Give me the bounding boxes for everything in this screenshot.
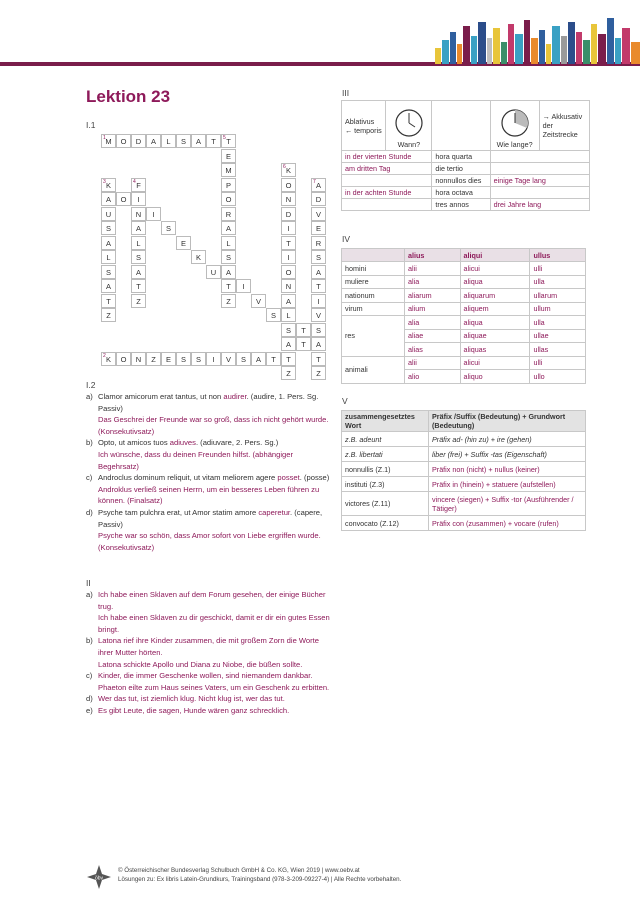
crossword-cell: E bbox=[221, 149, 236, 163]
crossword-cell: I bbox=[281, 250, 296, 264]
crossword-cell: Z bbox=[221, 294, 236, 308]
crossword-cell: A bbox=[221, 265, 236, 279]
footer bbox=[118, 866, 401, 884]
latin-hint: . (adiuvare, 2. Pers. Sg.) bbox=[195, 438, 279, 448]
german-time: in der vierten Stunde bbox=[342, 151, 432, 163]
pronoun-table bbox=[341, 248, 586, 384]
crossword-cell: A bbox=[101, 236, 116, 250]
latin-time: hora quarta bbox=[432, 151, 490, 163]
crossword-cell: T bbox=[296, 323, 311, 337]
crossword-cell: E bbox=[176, 236, 191, 250]
crossword-cell: O bbox=[116, 192, 131, 206]
crossword-cell: E bbox=[161, 352, 176, 366]
item-label: a) bbox=[86, 392, 93, 401]
clock-duration-icon bbox=[500, 108, 530, 138]
section-i2-label: I.2 bbox=[86, 380, 96, 390]
word-formation-table bbox=[341, 410, 586, 531]
answer-verb: caperetur bbox=[258, 507, 291, 517]
crossword-cell: I bbox=[236, 279, 251, 293]
ii-block bbox=[86, 589, 331, 717]
footer-solutions: Lösungen zu: Ex libris Latein-Grundkurs, Trainingsband (978-3-209-09227-4) | Alle Rechte vorbehalten. bbox=[118, 876, 402, 883]
cell: ulli bbox=[530, 356, 586, 370]
crossword-cell: N bbox=[131, 352, 146, 366]
crossword-cell: Z bbox=[146, 352, 161, 366]
crossword-cell: 5 T bbox=[221, 134, 236, 148]
crossword-cell: S bbox=[236, 352, 251, 366]
crossword-cell: N bbox=[281, 192, 296, 206]
crossword-cell: T bbox=[281, 352, 296, 366]
cell: alicui bbox=[460, 262, 530, 276]
crossword-cell: U bbox=[101, 207, 116, 221]
crossword-cell: S bbox=[281, 323, 296, 337]
crossword-cell: V bbox=[311, 207, 326, 221]
crossword-cell: T bbox=[131, 279, 146, 293]
word: z.B. libertati bbox=[342, 447, 429, 462]
german-duration bbox=[490, 187, 589, 199]
german-translation: Ich wünsche, dass du deinen Freunden hilfst. (abhängiger Begehrsatz) bbox=[98, 449, 294, 471]
german-duration bbox=[490, 151, 589, 163]
header-ullus: ullus bbox=[530, 249, 586, 262]
i2-item-c bbox=[86, 472, 331, 507]
wann-label: Wann? bbox=[397, 140, 421, 149]
cell: aliquae bbox=[460, 329, 530, 343]
section-iii-label: III bbox=[342, 88, 350, 98]
item-label: e) bbox=[86, 705, 93, 715]
crossword-cell: V bbox=[221, 352, 236, 366]
cell: aliquo bbox=[460, 370, 530, 384]
crossword-cell: R bbox=[221, 207, 236, 221]
section-iv-label: IV bbox=[342, 234, 351, 244]
cell: alias bbox=[405, 343, 461, 357]
crossword-cell: D bbox=[281, 207, 296, 221]
cell: alio bbox=[405, 370, 461, 384]
crossword-cell: S bbox=[266, 308, 281, 322]
crossword-cell: 2 K bbox=[101, 352, 116, 366]
crossword-cell: A bbox=[221, 221, 236, 235]
cell: alicui bbox=[460, 356, 530, 370]
crossword-cell: U bbox=[206, 265, 221, 279]
latin-text: Androclus dominum reliquit, ut vitam meliorem agere bbox=[98, 473, 278, 483]
row-label: homini bbox=[342, 262, 405, 276]
header-empty bbox=[342, 249, 405, 262]
crossword-cell: A bbox=[101, 192, 116, 206]
crossword-cell: L bbox=[221, 236, 236, 250]
ii-answer: Ich habe einen Sklaven auf dem Forum gesehen, der einige Bücher trug. bbox=[98, 590, 326, 611]
wie-lange-label: Wie lange? bbox=[496, 140, 533, 149]
latin-text: Psyche tam pulchra erat, ut Amor statim amore bbox=[98, 507, 259, 517]
cell: ullarum bbox=[530, 289, 586, 303]
crossword-cell: T bbox=[221, 279, 236, 293]
crossword-cell: A bbox=[251, 352, 266, 366]
cell: aliae bbox=[405, 329, 461, 343]
latin-time: hora octava bbox=[432, 187, 490, 199]
crossword-cell: A bbox=[131, 265, 146, 279]
cell: ullae bbox=[530, 329, 586, 343]
crossword-cell: N bbox=[281, 279, 296, 293]
item-label: d) bbox=[86, 694, 93, 704]
header-aliqui: aliqui bbox=[460, 249, 530, 262]
cell: alia bbox=[405, 316, 461, 330]
section-v-label: V bbox=[342, 396, 348, 406]
german-translation: Psyche war so schön, dass Amor sofort von Liebe ergriffen wurde. (Konsekutivsatz) bbox=[98, 531, 321, 552]
formation: liber (frei) + Suffix -tas (Eigenschaft) bbox=[429, 447, 586, 462]
formation: Präfix con (zusammen) + vocare (rufen) bbox=[429, 516, 586, 531]
ii-item-d bbox=[86, 693, 331, 705]
latin-time: tres annos bbox=[432, 199, 490, 211]
crossword-cell: R bbox=[311, 236, 326, 250]
answer-verb: adiuves bbox=[169, 438, 196, 448]
books-illustration bbox=[420, 18, 640, 64]
cell: ulli bbox=[530, 262, 586, 276]
header-alius: alius bbox=[405, 249, 461, 262]
crossword-cell: L bbox=[101, 250, 116, 264]
i2-item-a bbox=[86, 391, 331, 437]
row-label: muliere bbox=[342, 275, 405, 289]
ii-answer: Es gibt Leute, die sagen, Hunde wären ganz schrecklich. bbox=[98, 705, 290, 715]
item-label: a) bbox=[86, 590, 93, 599]
i2-item-b bbox=[86, 437, 331, 472]
formation: Präfix non (nicht) + nullus (keiner) bbox=[429, 462, 586, 477]
german-time bbox=[342, 175, 432, 187]
item-label: c) bbox=[86, 473, 93, 483]
item-label: b) bbox=[86, 438, 93, 448]
crossword-cell: 3 K bbox=[101, 178, 116, 192]
crossword-cell: V bbox=[251, 294, 266, 308]
latin-hint: . (capere, Passiv) bbox=[98, 507, 323, 529]
i2-item-d bbox=[86, 507, 331, 553]
crossword-cell: S bbox=[176, 134, 191, 148]
crossword-cell: T bbox=[281, 236, 296, 250]
cell: aliqua bbox=[460, 275, 530, 289]
logo-text: öbv bbox=[94, 875, 104, 882]
crossword-cell: T bbox=[311, 352, 326, 366]
crossword-cell: A bbox=[146, 134, 161, 148]
clock-wann-cell bbox=[386, 101, 432, 151]
ii-answer: Latona rief ihre Kinder zusammen, die mit großem Zorn die Worte ihrer Mutter hörten. bbox=[98, 636, 320, 657]
ii-item-a bbox=[86, 589, 331, 635]
crossword-cell: T bbox=[266, 352, 281, 366]
word: victores (Z.11) bbox=[342, 492, 429, 516]
crossword-cell: Z bbox=[311, 366, 326, 380]
header-formation: Präfix /Suffix (Bedeutung) + Grundwort (Bedeutung) bbox=[429, 411, 586, 432]
crossword-cell: O bbox=[116, 352, 131, 366]
crossword-cell: A bbox=[311, 265, 326, 279]
german-duration: drei Jahre lang bbox=[490, 199, 589, 211]
word: nonnullis (Z.1) bbox=[342, 462, 429, 477]
crossword-cell: O bbox=[221, 192, 236, 206]
crossword-cell: D bbox=[131, 134, 146, 148]
cell: ullo bbox=[530, 370, 586, 384]
ii-item-c bbox=[86, 670, 331, 693]
crossword-cell: 6 K bbox=[281, 163, 296, 177]
german-duration bbox=[490, 163, 589, 175]
footer-copyright: © Österreichischer Bundesverlag Schulbuch GmbH & Co. KG, Wien 2019 | www.oebv.at bbox=[118, 867, 360, 874]
cell: aliqua bbox=[460, 316, 530, 330]
crossword-cell: S bbox=[101, 221, 116, 235]
section-ii-label: II bbox=[86, 578, 91, 588]
row-label: animali bbox=[342, 356, 405, 383]
ii-answer-2: Phaeton eilte zum Haus seines Vaters, um ein Geschenk zu erbitten. bbox=[98, 682, 330, 692]
latin-time: die tertio bbox=[432, 163, 490, 175]
latin-text: Clamor amicorum erat tantus, ut non bbox=[98, 392, 224, 401]
crossword-cell: A bbox=[191, 134, 206, 148]
formation: vincere (siegen) + Suffix -tor (Ausführender / Tätiger) bbox=[429, 492, 586, 516]
crossword-cell: A bbox=[101, 279, 116, 293]
ii-answer-2: Ich habe einen Sklaven zu dir geschickt, damit er dir ein gutes Essen bringt. bbox=[98, 613, 330, 634]
crossword-cell: M bbox=[221, 163, 236, 177]
row-label: nationum bbox=[342, 289, 405, 303]
crossword-cell: T bbox=[311, 279, 326, 293]
crossword-cell: Z bbox=[281, 366, 296, 380]
german-time: am dritten Tag bbox=[342, 163, 432, 175]
crossword-cell: L bbox=[131, 236, 146, 250]
formation: Präfix ad- (hin zu) + ire (gehen) bbox=[429, 432, 586, 447]
ii-item-b bbox=[86, 635, 331, 670]
ii-item-e bbox=[86, 705, 331, 717]
crossword-cell: E bbox=[311, 221, 326, 235]
cell: alii bbox=[405, 262, 461, 276]
word: convocato (Z.12) bbox=[342, 516, 429, 531]
german-time bbox=[342, 199, 432, 211]
row-label: virum bbox=[342, 302, 405, 316]
cell: aliarum bbox=[405, 289, 461, 303]
cell: alia bbox=[405, 275, 461, 289]
ii-answer: Kinder, die immer Geschenke wollen, sind niemandem dankbar. bbox=[98, 671, 313, 681]
crossword-cell: I bbox=[206, 352, 221, 366]
crossword-cell: I bbox=[281, 221, 296, 235]
oebv-logo bbox=[86, 864, 112, 890]
german-time: in der achten Stunde bbox=[342, 187, 432, 199]
cell: aliquas bbox=[460, 343, 530, 357]
page-title: Lektion 23 bbox=[86, 87, 171, 106]
i2-block bbox=[86, 391, 331, 553]
item-label: c) bbox=[86, 671, 93, 681]
crossword-cell: I bbox=[311, 294, 326, 308]
section-i1-label: I.1 bbox=[86, 120, 96, 130]
crossword-cell: S bbox=[161, 221, 176, 235]
latin-time: nonnullos dies bbox=[432, 175, 490, 187]
latin-text: Opto, ut amicos tuos bbox=[98, 438, 170, 448]
time-table bbox=[341, 100, 590, 211]
crossword-cell: T bbox=[206, 134, 221, 148]
crossword-cell: S bbox=[101, 265, 116, 279]
akkusativ-label: → Akkusativ der Zeitstrecke bbox=[539, 101, 589, 151]
answer-verb: posset bbox=[277, 473, 300, 483]
crossword-cell: I bbox=[131, 192, 146, 206]
cell: alii bbox=[405, 356, 461, 370]
crossword-cell: Z bbox=[101, 308, 116, 322]
german-translation: Das Geschrei der Freunde war so groß, dass ich nicht gehört wurde. (Konsekutivsatz) bbox=[98, 415, 329, 436]
crossword-cell: I bbox=[146, 207, 161, 221]
clock-wie-lange-cell bbox=[490, 101, 539, 151]
crossword-cell: A bbox=[281, 294, 296, 308]
answer-verb: audirer bbox=[223, 392, 247, 401]
cell: ullum bbox=[530, 302, 586, 316]
crossword-cell: A bbox=[281, 337, 296, 351]
cell: ulla bbox=[530, 275, 586, 289]
cell: aliquarum bbox=[460, 289, 530, 303]
german-duration: einige Tage lang bbox=[490, 175, 589, 187]
formation: Präfix in (hinein) + statuere (aufstellen) bbox=[429, 477, 586, 492]
ii-answer-2: Latona schickte Apollo und Diana zu Niobe, die büßen sollte. bbox=[98, 659, 303, 669]
crossword-cell: 7 A bbox=[311, 178, 326, 192]
latin-hint: . (audire, 1. Pers. Sg. Passiv) bbox=[98, 392, 319, 413]
item-label: d) bbox=[86, 507, 93, 517]
crossword-cell: A bbox=[311, 337, 326, 351]
cell: ulla bbox=[530, 316, 586, 330]
crossword-cell: 1 M bbox=[101, 134, 116, 148]
crossword-cell: L bbox=[161, 134, 176, 148]
crossword-cell: V bbox=[311, 308, 326, 322]
header-word: zusammengesetztes Wort bbox=[342, 411, 429, 432]
latin-hint: . (posse) bbox=[299, 473, 330, 483]
crossword-cell: L bbox=[281, 308, 296, 322]
german-translation: Androklus verließ seinen Herrn, um ein besseres Leben führen zu können. (Finalsatz) bbox=[98, 484, 320, 506]
crossword-cell: O bbox=[281, 265, 296, 279]
crossword-cell: P bbox=[221, 178, 236, 192]
word: z.B. adeunt bbox=[342, 432, 429, 447]
word: instituti (Z.3) bbox=[342, 477, 429, 492]
crossword-cell: T bbox=[296, 337, 311, 351]
crossword-cell: 4 F bbox=[131, 178, 146, 192]
crossword-cell: N bbox=[131, 207, 146, 221]
crossword-cell: O bbox=[281, 178, 296, 192]
cell: alium bbox=[405, 302, 461, 316]
crossword-cell: K bbox=[191, 250, 206, 264]
crossword-cell: S bbox=[131, 250, 146, 264]
crossword-cell: S bbox=[191, 352, 206, 366]
cell: aliquem bbox=[460, 302, 530, 316]
crossword-cell: Z bbox=[131, 294, 146, 308]
ablative-label: Ablativus ← temporis bbox=[342, 101, 386, 151]
item-label: b) bbox=[86, 636, 93, 646]
empty-cell bbox=[432, 101, 490, 151]
crossword-cell: S bbox=[221, 250, 236, 264]
crossword-cell: S bbox=[311, 250, 326, 264]
clock-icon bbox=[394, 108, 424, 138]
cell: ullas bbox=[530, 343, 586, 357]
crossword-cell: S bbox=[311, 323, 326, 337]
crossword-cell: O bbox=[116, 134, 131, 148]
ii-answer: Wer das tut, ist ziemlich klug. Nicht klug ist, wer das tut. bbox=[98, 694, 285, 704]
crossword-cell: T bbox=[101, 294, 116, 308]
crossword-cell: A bbox=[131, 221, 146, 235]
row-label: res bbox=[342, 316, 405, 357]
crossword-cell: S bbox=[176, 352, 191, 366]
crossword-cell: D bbox=[311, 192, 326, 206]
